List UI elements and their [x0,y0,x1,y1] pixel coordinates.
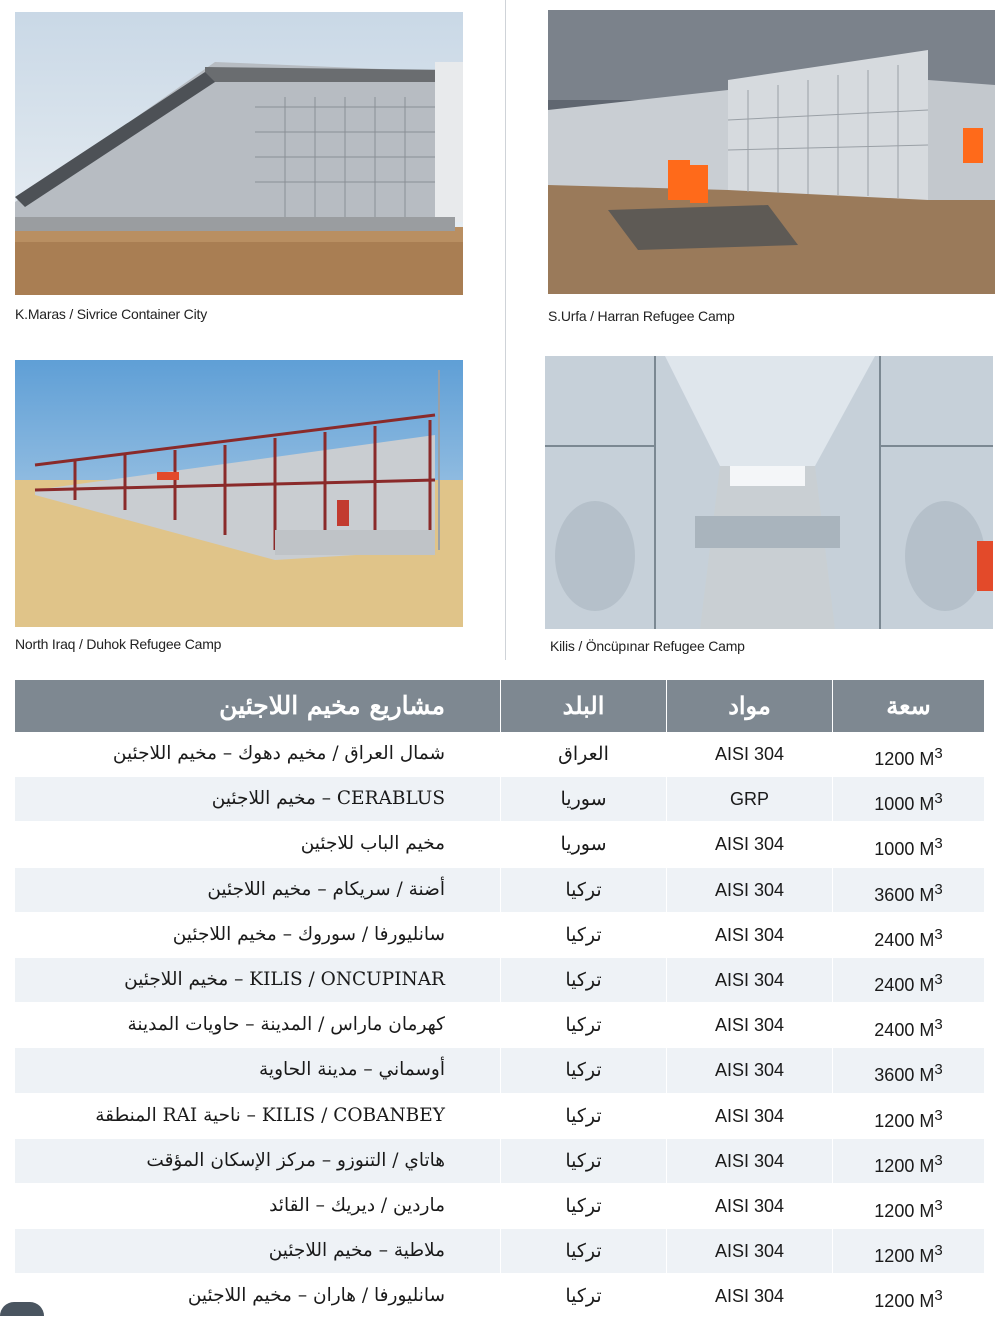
table-row [15,1048,984,1093]
header-country: البلد [562,691,605,720]
cell-project: ملاطية – مخيم اللاجئين [268,1240,445,1262]
capacity-unit-exponent: 3 [934,1061,943,1079]
cell-project: سانليورفا / سوروك – مخيم اللاجئين [172,923,445,945]
capacity-unit-exponent: 3 [934,1016,943,1034]
cell-country: العراق [558,743,609,765]
table-row [15,1229,984,1274]
cell-material: AISI 304 [714,1286,785,1307]
cell-capacity [833,868,984,912]
cell-project: أضنة / سريكام – مخيم اللاجئين [207,878,445,900]
cell-country: تركيا [565,878,602,901]
capacity-value: 3600 M [874,1065,935,1086]
table-row [15,1003,984,1048]
cell-project: KILIS / COBANBEY – ناحية RAI المنطقة [95,1104,445,1126]
cell-capacity [833,822,984,866]
capacity-value: 1200 M [874,1291,935,1312]
cell-project: شمال العراق / مخيم دهوك – مخيم اللاجئين [112,743,445,764]
cell-country: تركيا [565,1059,602,1082]
capacity-value: 1200 M [874,1110,935,1131]
capacity-unit-exponent: 3 [934,1151,943,1169]
cell-country: سوريا [560,788,607,811]
photo-caption: Kilis / Öncüpınar Refugee Camp [550,638,745,654]
cell-country: تركيا [565,1240,602,1263]
cell-capacity [833,1139,984,1183]
cell-project: أوسماني – مدينة الحاوية [259,1059,445,1081]
cell-capacity [833,732,984,776]
cell-capacity [833,777,984,821]
cell-material: AISI 304 [714,1241,785,1262]
photo-caption: S.Urfa / Harran Refugee Camp [548,308,735,324]
capacity-unit-exponent: 3 [934,970,943,988]
cell-capacity [833,1048,984,1092]
capacity-unit-exponent: 3 [934,925,943,943]
cell-country: تركيا [565,1104,602,1127]
capacity-unit-exponent: 3 [934,835,943,853]
cell-project: كهرمان ماراس / المدينة – حاويات المدينة [127,1014,445,1036]
table-row [15,822,984,867]
capacity-unit-exponent: 3 [934,1196,943,1214]
photo-kmaras-container-city [15,12,463,295]
cell-material: AISI 304 [714,924,785,945]
cell-capacity [833,1094,984,1138]
cell-country: تركيا [565,1149,602,1172]
cell-country: سوريا [560,833,607,856]
cell-material: GRP [729,789,769,810]
cell-material: AISI 304 [714,1105,785,1126]
cell-capacity [833,1274,984,1318]
cell-project: هاتاي / التنوزو – مركز الإسكان المؤقت [146,1149,445,1171]
cell-material: AISI 304 [714,1150,785,1171]
header-material: مواد [728,691,771,720]
capacity-unit-exponent: 3 [934,1106,943,1124]
cell-project: سانليورفا / هاران – مخيم اللاجئين [187,1285,445,1307]
table-row [15,1184,984,1229]
cell-capacity [833,1229,984,1273]
table-header [15,680,984,732]
capacity-unit-exponent: 3 [934,880,943,898]
table-row [15,777,984,822]
cell-country: تركيا [565,968,602,991]
table-row [15,1094,984,1139]
capacity-value: 3600 M [874,884,935,905]
cell-country: تركيا [565,923,602,946]
cell-project: مخيم الباب للاجئين [300,833,445,855]
capacity-value: 1200 M [874,749,935,769]
cell-project: ماردين / ديريك – القائد [269,1194,445,1216]
cell-capacity [833,958,984,1002]
capacity-value: 1200 M [874,1200,935,1221]
photo-caption: K.Maras / Sivrice Container City [15,306,207,322]
photo-caption: North Iraq / Duhok Refugee Camp [15,636,222,652]
cell-material: AISI 304 [714,1060,785,1081]
cell-material: AISI 304 [714,834,785,855]
cell-material: AISI 304 [714,969,785,990]
cell-material: AISI 304 [714,744,785,764]
refugee-camp-projects-table [15,680,984,1319]
photo-north-iraq-duhok-camp [15,360,463,627]
cell-material: AISI 304 [714,1195,785,1216]
capacity-value: 1200 M [874,1155,935,1176]
cell-capacity [833,1003,984,1047]
table-row [15,732,984,777]
capacity-unit-exponent: 3 [934,1242,943,1260]
photo-surfa-harran-camp [548,10,995,294]
cell-capacity [833,1184,984,1228]
cell-capacity [833,913,984,957]
capacity-value: 1000 M [874,794,935,815]
table-row [15,868,984,913]
capacity-value: 2400 M [874,929,935,950]
cell-material: AISI 304 [714,879,785,900]
cell-material: AISI 304 [714,1015,785,1036]
capacity-value: 1000 M [874,839,935,860]
capacity-value: 1200 M [874,1246,935,1267]
table-row [15,1139,984,1184]
table-row [15,1274,984,1319]
capacity-value: 2400 M [874,974,935,995]
cell-country: تركيا [565,1014,602,1037]
capacity-value: 2400 M [874,1020,935,1041]
header-capacity: سعة [886,691,931,720]
cell-project: KILIS / ONCUPINAR – مخيم اللاجئين [124,968,445,990]
column-divider [505,0,506,660]
capacity-unit-exponent: 3 [934,790,943,808]
capacity-unit-exponent: 3 [934,1287,943,1305]
table-row [15,958,984,1003]
capacity-unit-exponent: 3 [934,745,943,762]
header-project: مشاريع مخيم اللاجئين [219,691,445,720]
cell-country: تركيا [565,1285,602,1308]
page-number-tab [0,1302,44,1316]
table-row [15,913,984,958]
table-body [15,732,984,1319]
cell-country: تركيا [565,1194,602,1217]
cell-project: CERABLUS – مخيم اللاجئين [211,788,445,810]
photo-kilis-oncupinar-camp [545,356,993,629]
